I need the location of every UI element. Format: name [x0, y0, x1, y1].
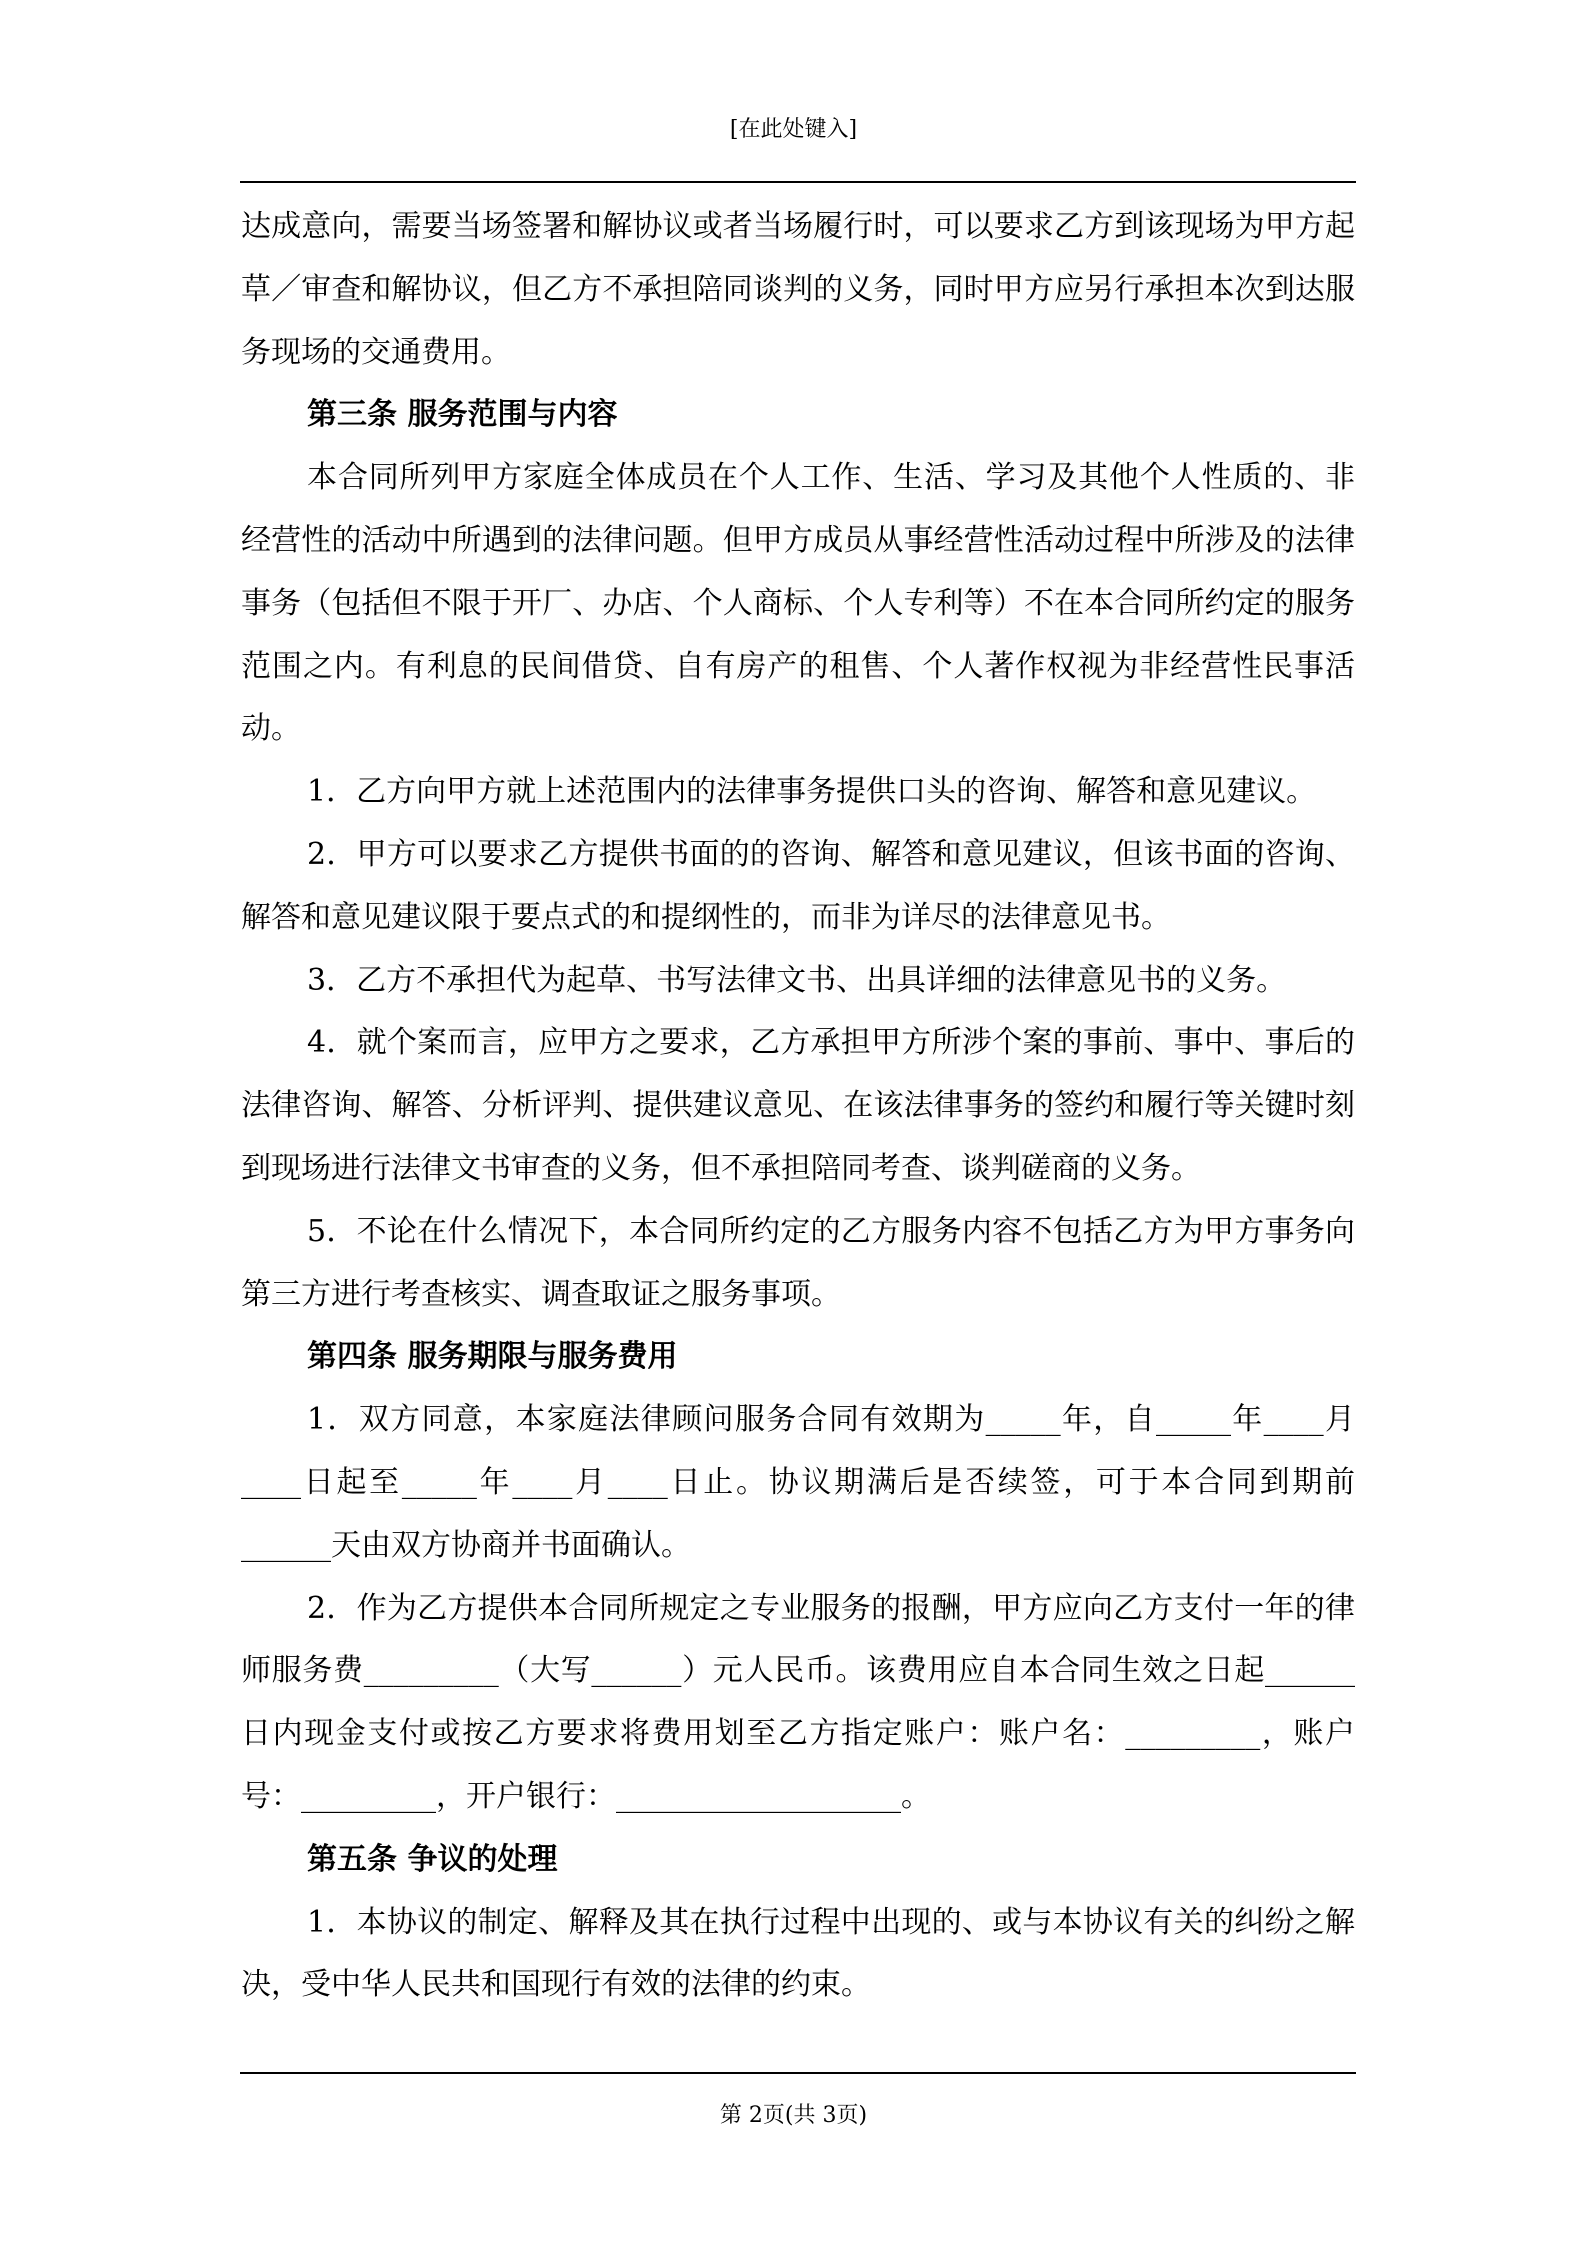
- header-rule: [240, 181, 1356, 183]
- article-3-item-4: 4．就个案而言，应甲方之要求，乙方承担甲方所涉个案的事前、事中、事后的法律咨询、解答、分析评判、提供建议意见、在该法律事务的签约和履行等关键时刻到现场进行法律文书审查的义务，但不承担陪同考查、谈判磋商的义务。: [241, 1025, 1355, 1186]
- paragraph-continuation: 达成意向，需要当场签署和解协议或者当场履行时，可以要求乙方到该现场为甲方起草／审查和解协议，但乙方不承担陪同谈判的义务，同时甲方应另行承担本次到达服务现场的交通费用。: [241, 209, 1355, 370]
- document-body: [241, 196, 1355, 2017]
- article-5-heading: 第五条 争议的处理: [307, 1841, 558, 1877]
- article-4-item-2: 2．作为乙方提供本合同所规定之专业服务的报酬，甲方应向乙方支付一年的律师服务费_________（大写______）元人民币。该费用应自本合同生效之日起______日内现金支付或按乙方要求将费用划至乙方指定账户：账户名：_________，账户号：_________，开户银行：___________________。: [241, 1590, 1355, 1814]
- article-4-item-1: 1．双方同意，本家庭法律顾问服务合同有效期为_____年，自_____年____月____日起至_____年____月____日止。协议期满后是否续签，可于本合同到期前______天由双方协商并书面确认。: [241, 1402, 1355, 1563]
- article-5-item-1: 1．本协议的制定、解释及其在执行过程中出现的、或与本协议有关的纠纷之解决，受中华人民共和国现行有效的法律的约束。: [241, 1904, 1355, 2003]
- article-3-item-1: 1．乙方向甲方就上述范围内的法律事务提供口头的咨询、解答和意见建议。: [307, 774, 1317, 810]
- article-3-item-3: 3．乙方不承担代为起草、书写法律文书、出具详细的法律意见书的义务。: [307, 962, 1287, 998]
- footer-rule: [240, 2072, 1356, 2074]
- article-3-intro: 本合同所列甲方家庭全体成员在个人工作、生活、学习及其他个人性质的、非经营性的活动中所遇到的法律问题。但甲方成员从事经营性活动过程中所涉及的法律事务（包括但不限于开厂、办店、个人商标、个人专利等）不在本合同所约定的服务范围之内。有利息的民间借贷、自有房产的租售、个人著作权视为非经营性民事活动。: [241, 460, 1355, 747]
- page-footer: 第 2页(共 3页): [719, 2103, 868, 2128]
- article-3-item-5: 5．不论在什么情况下，本合同所约定的乙方服务内容不包括乙方为甲方事务向第三方进行考查核实、调查取证之服务事项。: [241, 1213, 1355, 1312]
- page-header: [在此处键入]: [729, 117, 858, 142]
- article-3-heading: 第三条 服务范围与内容: [307, 397, 618, 433]
- article-3-item-2: 2．甲方可以要求乙方提供书面的的咨询、解答和意见建议，但该书面的咨询、解答和意见建议限于要点式的和提纲性的，而非为详尽的法律意见书。: [241, 836, 1355, 935]
- article-4-heading: 第四条 服务期限与服务费用: [307, 1339, 678, 1375]
